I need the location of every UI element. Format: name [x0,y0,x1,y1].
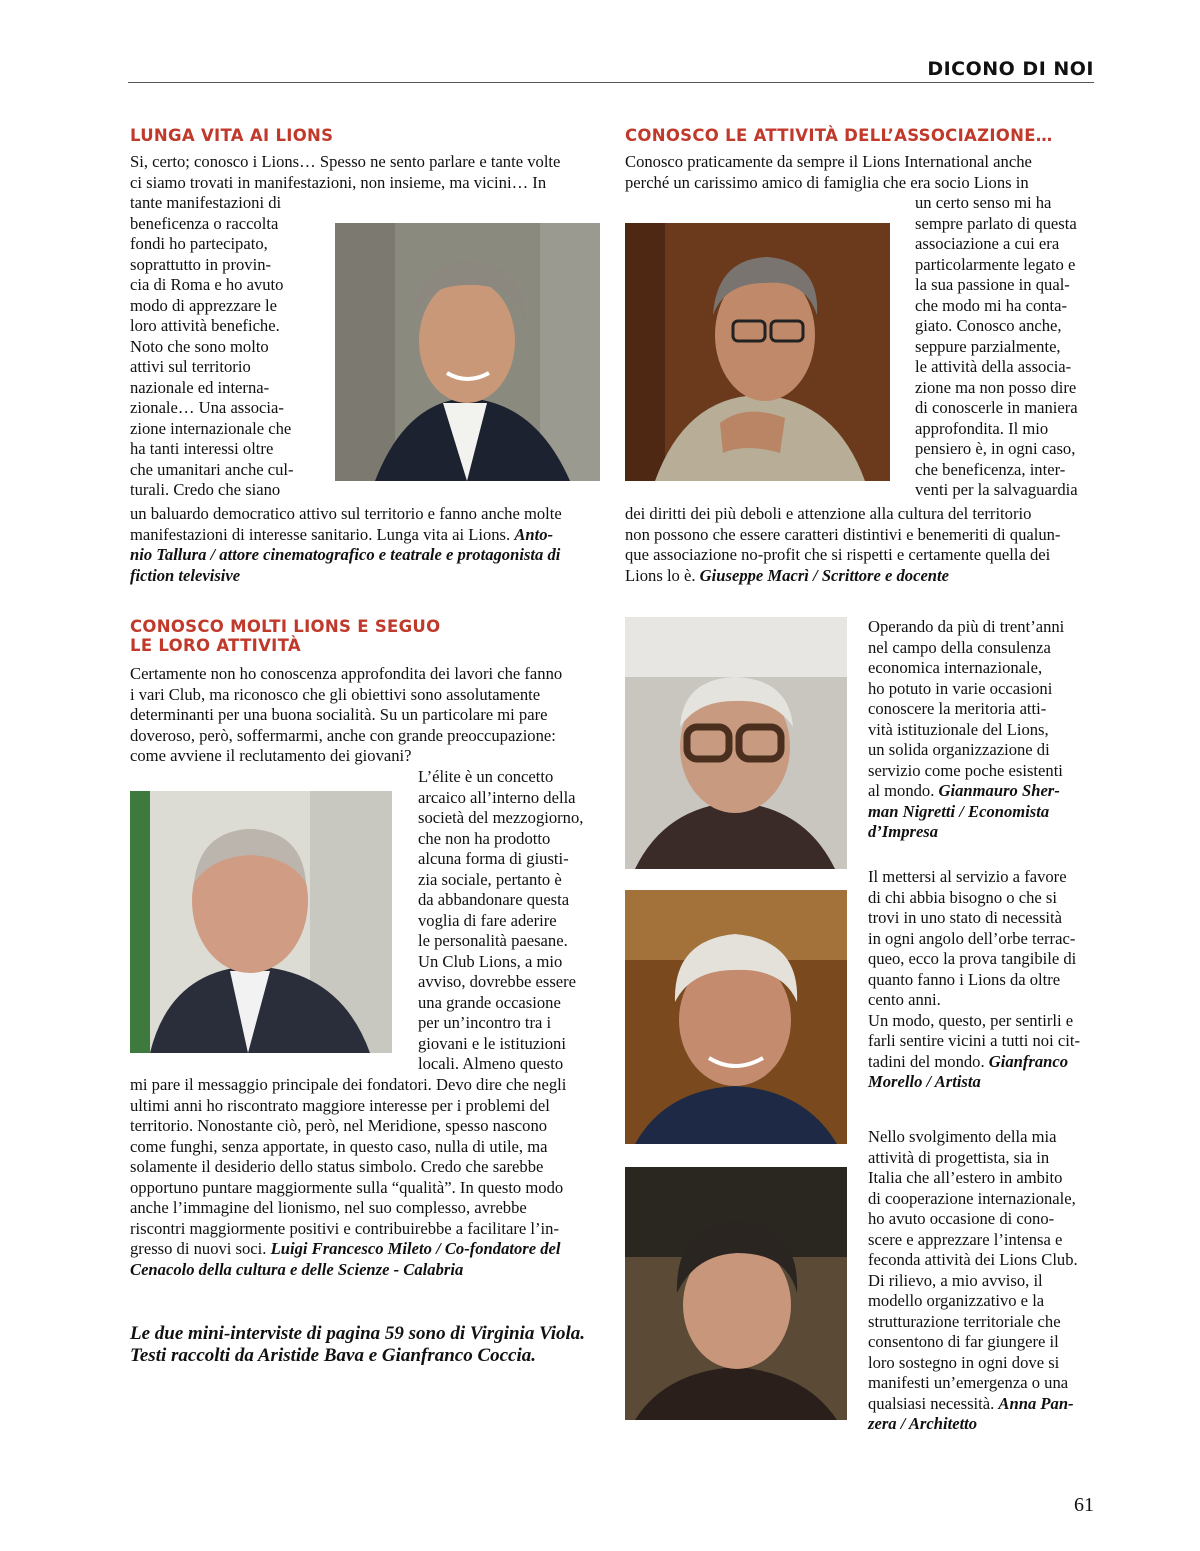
text-line [868,1052,1095,1073]
text-line: loro attività benefiche. [130,316,280,335]
text-line: turali. Credo che siano [130,480,281,499]
text-line: Noto che sono molto [130,336,269,356]
text-line: seppure parzialmente, [915,336,1061,356]
article-body-side [130,193,307,501]
signature: Gianmauro Sher- [938,781,1060,800]
signature: Anna Pan- [998,1393,1074,1413]
text-line: Conosco praticamente da sempre il Lions International anche [625,152,1032,171]
signature: Morello / Artista [868,1072,981,1091]
text-line: nazionale ed interna- [130,377,270,397]
text-line: giato. Conosco anche, [915,316,1062,335]
text-line: come avviene il reclutamento dei giovani? [130,746,412,765]
page-number: 61 [1074,1494,1094,1516]
text-line: un solida organizzazione di [868,740,1050,759]
text-line: zia sociale, pertanto è [418,869,562,889]
article-body-side [418,767,600,1075]
text-line [868,781,1095,802]
article-body-side [868,617,1095,843]
signature: Luigi Francesco Mileto / Co-fondatore del [270,1239,561,1258]
text-span: Lions lo è. [625,565,696,585]
text-line: attivi sul territorio [130,357,251,376]
text-line: che umanitari anche cul- [130,459,294,479]
text-line: le personalità paesane. [418,931,568,950]
text-line: fondi ho partecipato, [130,234,268,253]
text-line: attività di progettista, sia in [868,1147,1050,1167]
text-line: Si, certo; conosco i Lions… Spesso ne sento parlare e tante volte [130,152,561,171]
section-label: DICONO DI NOI [927,58,1094,80]
signature: fiction televisive [130,565,241,585]
text-line: dei diritti dei più deboli e attenzione alla cultura del territorio [625,504,1032,523]
text-line: modello organizzativo e la [868,1291,1045,1310]
text-line: che beneficenza, inter- [915,459,1066,479]
text-line: cento anni. [868,990,941,1009]
text-line: pensiero è, in ogni caso, [915,439,1076,458]
text-line: particolarmente legato e [915,254,1076,274]
text-line: le attività della associa- [915,357,1072,376]
photo-portrait [625,223,890,481]
text-line [130,1239,600,1260]
text-span: gresso di nuovi soci. [130,1239,267,1258]
text-line: come funghi, senza apportate, in questo caso, nulla di utile, ma [130,1136,548,1156]
article-body-side [868,867,1095,1093]
text-line: società del mezzogiorno, [418,808,584,827]
text-line: ho avuto occasione di cono- [868,1209,1055,1228]
signature: Anto- [514,524,554,544]
text-line: scere e apprezzare l’intensa e [868,1229,1063,1249]
text-line: feconda attività dei Lions Club. [868,1250,1078,1269]
text-line: anche l’immagine del lionismo, nel suo complesso, avrebbe [130,1198,527,1217]
text-line: di cooperazione internazionale, [868,1188,1076,1208]
text-line: per un’incontro tra i [418,1013,552,1032]
photo-portrait [625,890,847,1144]
article-body [130,152,600,193]
text-line: un baluardo democratico attivo sul territorio e fanno anche molte [130,504,562,523]
text-line: la sua passione in qual- [915,275,1070,294]
text-line: che modo mi ha conta- [915,295,1068,315]
text-line: zione internazionale che [130,418,292,438]
text-line: Operando da più di trent’anni [868,617,1065,636]
text-line: perché un carissimo amico di famiglia che era socio Lions in [625,172,1029,192]
text-line: zione ma non posso dire [915,377,1077,397]
text-line: soprattutto in provin- [130,254,272,274]
text-line: Il mettersi al servizio a favore [868,867,1067,886]
text-line: che non ha prodotto [418,828,551,848]
text-line: zionale… Una associa- [130,398,284,417]
text-line: Certamente non ho conoscenza approfondita dei lavori che fanno [130,664,563,683]
text-line [868,1394,1095,1415]
article-body [625,152,1095,193]
text-line: economica internazionale, [868,658,1043,677]
article-body-bottom [130,504,600,586]
article-title: CONOSCO LE ATTIVITÀ DELL’ASSOCIAZIONE… [625,126,1053,145]
photo-portrait [130,791,392,1053]
credits-line: Testi raccolti da Aristide Bava e Gianfranco Coccia. [130,1345,537,1366]
text-line: solamente il desiderio dello status simbolo. Credo che sarebbe [130,1157,544,1176]
text-line: di chi abbia bisogno o che si [868,887,1057,907]
article-body-side [915,193,1095,501]
header-rule [128,82,1094,83]
article-body [130,664,600,767]
text-line: mi pare il messaggio principale dei fondatori. Devo dire che negli [130,1075,567,1094]
text-line [625,566,1095,587]
text-line: manifesti un’emergenza o una [868,1373,1069,1392]
signature: Gianfranco [988,1051,1069,1071]
text-line: que associazione no-profit che si rispetti e certamente quella dei [625,545,1051,564]
text-line: di conoscerle in maniera [915,398,1078,417]
title-line: CONOSCO MOLTI LIONS E SEGUO [130,617,441,636]
photo-portrait [625,617,847,869]
text-line: Di rilievo, a mio avviso, il [868,1270,1043,1290]
text-line: sempre parlato di questa [915,213,1077,233]
text-line: tante manifestazioni di [130,193,282,212]
article-body-bottom [130,1075,600,1280]
credits-line: Le due mini-interviste di pagina 59 sono di Virginia Viola. [130,1323,586,1344]
text-line: Italia che all’estero in ambito [868,1168,1063,1187]
text-line: approfondita. Il mio [915,418,1049,438]
signature: man Nigretti / Economista [868,801,1050,821]
text-span: tadini del mondo. [868,1051,985,1071]
text-line: conoscere la meritoria atti- [868,699,1047,718]
text-span: qualsiasi necessità. [868,1393,995,1413]
text-line: quanto fanno i Lions da oltre [868,969,1061,989]
text-line: in ogni angolo dell’orbe terrac- [868,928,1076,948]
credits-note [130,1323,610,1367]
text-line: L’élite è un concetto [418,767,554,786]
text-line: voglia di fare aderire [418,910,557,930]
text-line: associazione a cui era [915,234,1060,253]
text-line [130,525,600,546]
text-line: beneficenza o raccolta [130,213,279,233]
signature: Giuseppe Macrì / Scrittore e docente [699,565,950,585]
text-line: riscontri maggiormente positivi e contribuirebbe a facilitare l’in- [130,1218,559,1238]
text-line: vità istituzionale del Lions, [868,719,1049,739]
text-line: ho potuto in varie occasioni [868,678,1053,698]
text-line: giovani e le istituzioni [418,1033,566,1053]
signature: zera / Architetto [868,1414,978,1433]
text-line: opportuno puntare maggiormente sulla “qualità”. In questo modo [130,1177,564,1197]
article-body-side [868,1127,1095,1435]
text-line: farli sentire vicini a tutti noi cit- [868,1031,1080,1050]
text-line: i vari Club, ma riconosco che gli obiettivi sono assolutamente [130,684,541,704]
text-line: servizio come poche esistenti [868,760,1063,780]
text-line: Un Club Lions, a mio [418,951,563,971]
article-body-bottom [625,504,1095,586]
text-span: manifestazioni di interesse sanitario. Lunga vita ai Lions. [130,524,511,544]
text-line: non possono che essere caratteri distintivi e benemeriti di qualun- [625,524,1061,544]
text-line: arcaico all’interno della [418,787,576,807]
text-line: cia di Roma e ho avuto [130,275,284,294]
text-line: ha tanti interessi oltre [130,439,274,458]
signature: nio Tallura / attore cinematografico e teatrale e protagonista di [130,545,561,564]
text-line: una grande occasione [418,992,561,1012]
text-line: un certo senso mi ha [915,193,1052,212]
text-line: ultimi anni ho riscontrato maggiore interesse per i problemi del [130,1095,550,1115]
text-line: ci siamo trovati in manifestazioni, non insieme, ma vicini… In [130,172,547,192]
text-line: determinanti per una buona socialità. Su un particolare mi pare [130,705,548,724]
text-line: da abbandonare questa [418,890,570,909]
text-line: loro sostegno in ogni dove si [868,1352,1060,1372]
text-span: al mondo. [868,781,935,800]
signature: d’Impresa [868,822,939,841]
text-line: venti per la salvaguardia [915,480,1078,499]
text-line: Un modo, questo, per sentirli e [868,1010,1074,1030]
text-line: modo di apprezzare le [130,295,277,315]
photo-portrait [335,223,600,481]
text-line: Nello svolgimento della mia [868,1127,1057,1146]
text-line: nel campo della consulenza [868,637,1051,657]
text-line: locali. Almeno questo [418,1054,564,1073]
text-line: alcuna forma di giusti- [418,849,569,868]
text-line: territorio. Nonostante ciò, però, nel Meridione, spesso nascono [130,1116,548,1135]
article-title [130,617,440,655]
photo-portrait [625,1167,847,1420]
text-line: doveroso, però, soffermarmi, anche con grande preoccupazione: [130,725,556,745]
text-line: trovi in uno stato di necessità [868,908,1063,927]
signature: Cenacolo della cultura e delle Scienze - Calabria [130,1259,464,1279]
text-line: strutturazione territoriale che [868,1311,1061,1331]
title-line: LE LORO ATTIVITÀ [130,636,301,655]
text-line: avviso, dovrebbe essere [418,972,577,991]
text-line: queo, ecco la prova tangibile di [868,949,1077,968]
article-title: LUNGA VITA AI LIONS [130,126,334,145]
text-line: consentono di far giungere il [868,1332,1059,1351]
